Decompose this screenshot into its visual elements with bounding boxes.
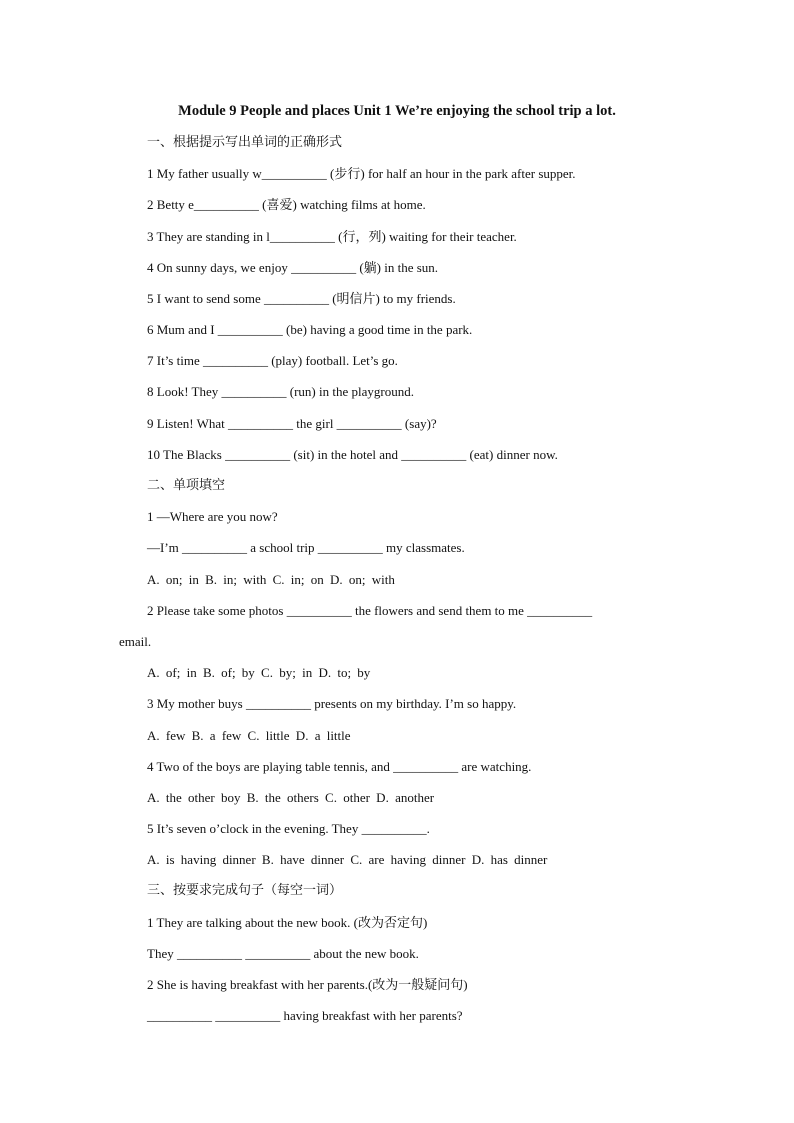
s2-line-2: —I’m __________ a school trip __________ my classmates.: [147, 540, 465, 555]
s1-item-9: 9 Listen! What __________ the girl __________ (say)?: [147, 416, 437, 431]
s2-options-3: A. few B. a few C. little D. a little: [147, 728, 351, 743]
s1-item-4: 4 On sunny days, we enjoy __________ (躺) in the sun.: [147, 260, 439, 275]
s2-options-2: A. of; in B. of; by C. by; in D. to; by: [147, 665, 371, 680]
s1-item-2: 2 Betty e__________ (喜爱) watching films at home.: [147, 197, 426, 212]
section-1-heading: 一、根据提示写出单词的正确形式: [147, 135, 343, 150]
s3-line-1: 1 They are talking about the new book. (改为否定句): [147, 915, 428, 930]
s1-item-6: 6 Mum and I __________ (be) having a good time in the park.: [147, 322, 473, 337]
s2-options-1: A. on; in B. in; with C. in; on D. on; with: [147, 572, 395, 587]
s1-item-8: 8 Look! They __________ (run) in the playground.: [147, 384, 414, 399]
s2-line-5: 3 My mother buys __________ presents on my birthday. I’m so happy.: [147, 696, 517, 711]
section-3-heading: 三、按要求完成句子（每空一词）: [147, 883, 343, 898]
s2-line-3: 2 Please take some photos __________ the flowers and send them to me __________: [147, 603, 593, 618]
s2-options-5: A. is having dinner B. have dinner C. are having dinner D. has dinner: [147, 852, 548, 867]
s3-line-4: __________ __________ having breakfast with her parents?: [147, 1008, 463, 1023]
s2-line-6: 4 Two of the boys are playing table tennis, and __________ are watching.: [147, 759, 532, 774]
s2-line-4: email.: [119, 634, 152, 649]
s1-item-7: 7 It’s time __________ (play) football. Let’s go.: [147, 353, 398, 368]
s3-line-3: 2 She is having breakfast with her parents.(改为一般疑问句): [147, 977, 468, 992]
s1-item-5: 5 I want to send some __________ (明信片) to my friends.: [147, 291, 456, 306]
s1-item-3: 3 They are standing in l__________ (行，列) waiting for their teacher.: [147, 229, 517, 244]
document-title: Module 9 People and places Unit 1 We’re enjoying the school trip a lot.: [178, 103, 616, 119]
s2-line-7: 5 It’s seven o’clock in the evening. They __________.: [147, 821, 430, 836]
section-2-heading: 二、单项填空: [147, 478, 226, 493]
s1-item-10: 10 The Blacks __________ (sit) in the hotel and __________ (eat) dinner now.: [147, 447, 558, 462]
s3-line-2: They __________ __________ about the new book.: [147, 946, 419, 961]
s2-line-1: 1 —Where are you now?: [147, 509, 278, 524]
s2-options-4: A. the other boy B. the others C. other D. another: [147, 790, 435, 805]
s1-item-1: 1 My father usually w__________ (步行) for half an hour in the park after supper.: [147, 166, 576, 181]
